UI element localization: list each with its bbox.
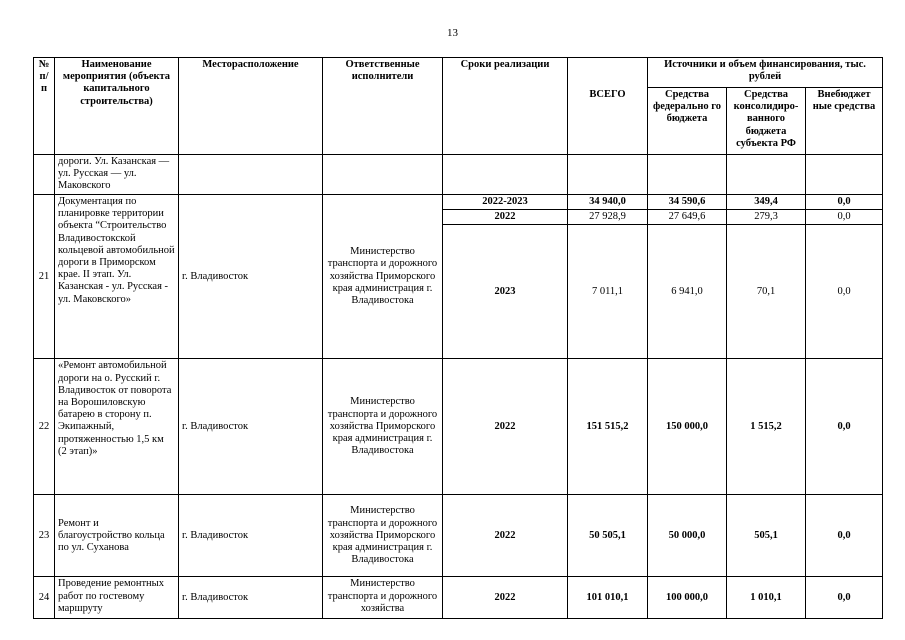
table-row — [34, 359, 883, 495]
row-num: 24 — [34, 577, 55, 619]
row-num: 21 — [34, 195, 55, 359]
row-executor: Министерство транспорта и дорожного хозяйства — [323, 577, 443, 619]
row-extra: 0,0 — [806, 359, 883, 495]
row-consolidated: 349,4 — [727, 195, 806, 210]
row-federal: 27 649,6 — [648, 210, 727, 225]
row-extra: 0,0 — [806, 210, 883, 225]
row-executor: Министерство транспорта и дорожного хозяйства Приморского края администрация г. Владивостока — [323, 495, 443, 577]
row-term: 2022 — [443, 359, 568, 495]
header-executors: Ответственные исполнители — [323, 58, 443, 155]
header-name: Наименование мероприятия (объекта капитального строительства) — [55, 58, 179, 155]
row-num: 23 — [34, 495, 55, 577]
row-consolidated: 505,1 — [727, 495, 806, 577]
header-location: Месторасположение — [179, 58, 323, 155]
row-federal: 50 000,0 — [648, 495, 727, 577]
row-consolidated: 1 010,1 — [727, 577, 806, 619]
row-location: г. Владивосток — [179, 359, 323, 495]
row-federal: 6 941,0 — [648, 225, 727, 359]
header-extra: Внебюджет ные средства — [806, 88, 883, 155]
row-num: 22 — [34, 359, 55, 495]
row-executor: Министерство транспорта и дорожного хозяйства Приморского края администрация г. Владивостока — [323, 195, 443, 359]
row-location: г. Владивосток — [179, 577, 323, 619]
row-federal: 100 000,0 — [648, 577, 727, 619]
row-name: Проведение ремонтных работ по гостевому маршруту — [55, 577, 179, 619]
header-num: № п/п — [34, 58, 55, 155]
row-consolidated: 1 515,2 — [727, 359, 806, 495]
row-federal: 34 590,6 — [648, 195, 727, 210]
row-name: Ремонт и благоустройство кольца по ул. Суханова — [55, 495, 179, 577]
row-term: 2022 — [443, 495, 568, 577]
row-name: «Ремонт автомобильной дороги на о. Русский г. Владивосток от поворота на Ворошиловскую батарею в сторону п. Экипажный, протяженностью 1,5 км (2 этап)» — [55, 359, 179, 495]
row-total: 34 940,0 — [568, 195, 648, 210]
row-federal: 150 000,0 — [648, 359, 727, 495]
header-terms: Сроки реализации — [443, 58, 568, 155]
row-consolidated: 279,3 — [727, 210, 806, 225]
row-location: г. Владивосток — [179, 195, 323, 359]
table-row — [34, 495, 883, 577]
row-location: г. Владивосток — [179, 495, 323, 577]
header-consolidated: Средства консолидиро-ванного бюджета субъекта РФ — [727, 88, 806, 155]
row-term: 2022 — [443, 577, 568, 619]
row-extra: 0,0 — [806, 495, 883, 577]
financing-table — [33, 57, 883, 619]
row-total: 101 010,1 — [568, 577, 648, 619]
row-total: 50 505,1 — [568, 495, 648, 577]
row-executor: Министерство транспорта и дорожного хозяйства Приморского края администрация г. Владивостока — [323, 359, 443, 495]
row-term: 2022 — [443, 210, 568, 225]
row-consolidated: 70,1 — [727, 225, 806, 359]
header-sources: Источники и объем финансирования, тыс. рублей — [648, 58, 883, 88]
table-row — [34, 195, 883, 210]
page-number: 13 — [447, 27, 458, 39]
row-extra: 0,0 — [806, 225, 883, 359]
row-extra: 0,0 — [806, 577, 883, 619]
row-term: 2022-2023 — [443, 195, 568, 210]
row-extra: 0,0 — [806, 195, 883, 210]
row-total: 7 011,1 — [568, 225, 648, 359]
header-total: ВСЕГО — [568, 88, 648, 155]
row-total: 151 515,2 — [568, 359, 648, 495]
row-term: 2023 — [443, 225, 568, 359]
row-name: дороги. Ул. Казанская — ул. Русская — ул. Маковского — [55, 155, 179, 195]
row-name: Документация по планировке территории объекта “Строительство Владивостокской кольцевой автомобильной дороги в Приморском крае. II этап. Ул. Казанская - ул. Русская - ул. Маковского» — [55, 195, 179, 359]
header-federal: Средства федерально го бюджета — [648, 88, 727, 155]
row-total: 27 928,9 — [568, 210, 648, 225]
table-row — [34, 155, 883, 195]
table-row — [34, 577, 883, 619]
